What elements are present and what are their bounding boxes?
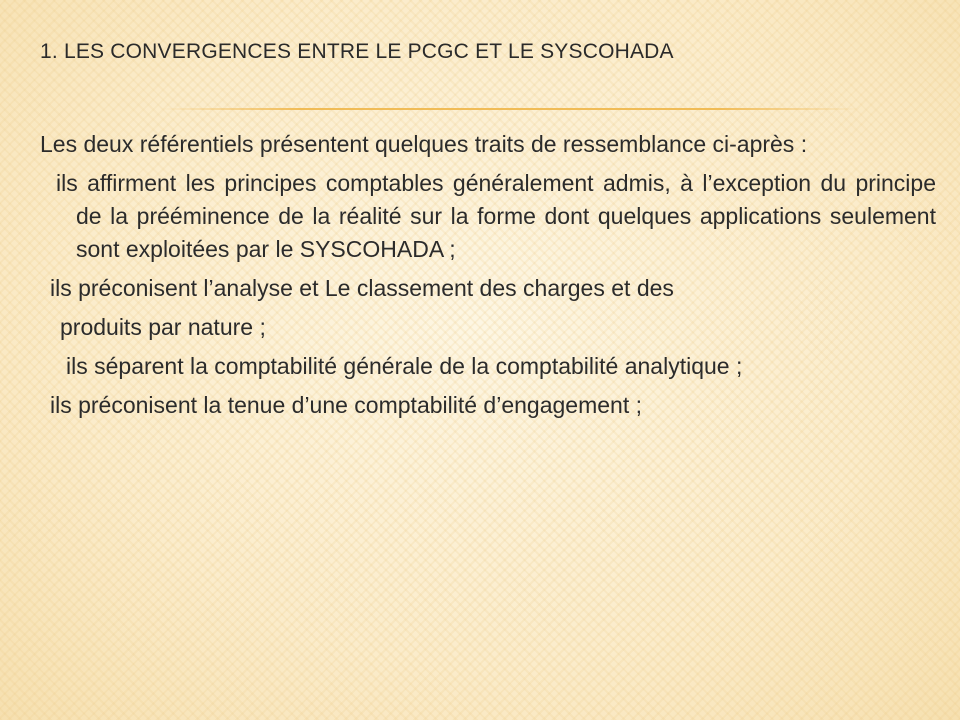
slide-title: 1. LES CONVERGENCES ENTRE LE PCGC ET LE SYSCOHADA [40,40,674,63]
slide-body [40,128,936,428]
bullet-analysis-line1: ils préconisent l’analyse et Le classement des charges et des [50,275,674,301]
bullet-principles: ils affirment les principes comptables généralement admis, à l’exception du principe de la prééminence de la réalité sur la forme dont quelques applications seulement sont exploitées par le SYSCOHADA ; [56,170,936,262]
bullet-separation: ils séparent la comptabilité générale de la comptabilité analytique ; [66,353,743,379]
intro-paragraph: Les deux référentiels présentent quelques traits de ressemblance ci-après : [40,131,808,157]
title-divider [160,108,860,110]
bullet-engagement: ils préconisent la tenue d’une comptabilité d’engagement ; [50,392,642,418]
bullet-analysis-line2: produits par nature ; [60,314,266,340]
